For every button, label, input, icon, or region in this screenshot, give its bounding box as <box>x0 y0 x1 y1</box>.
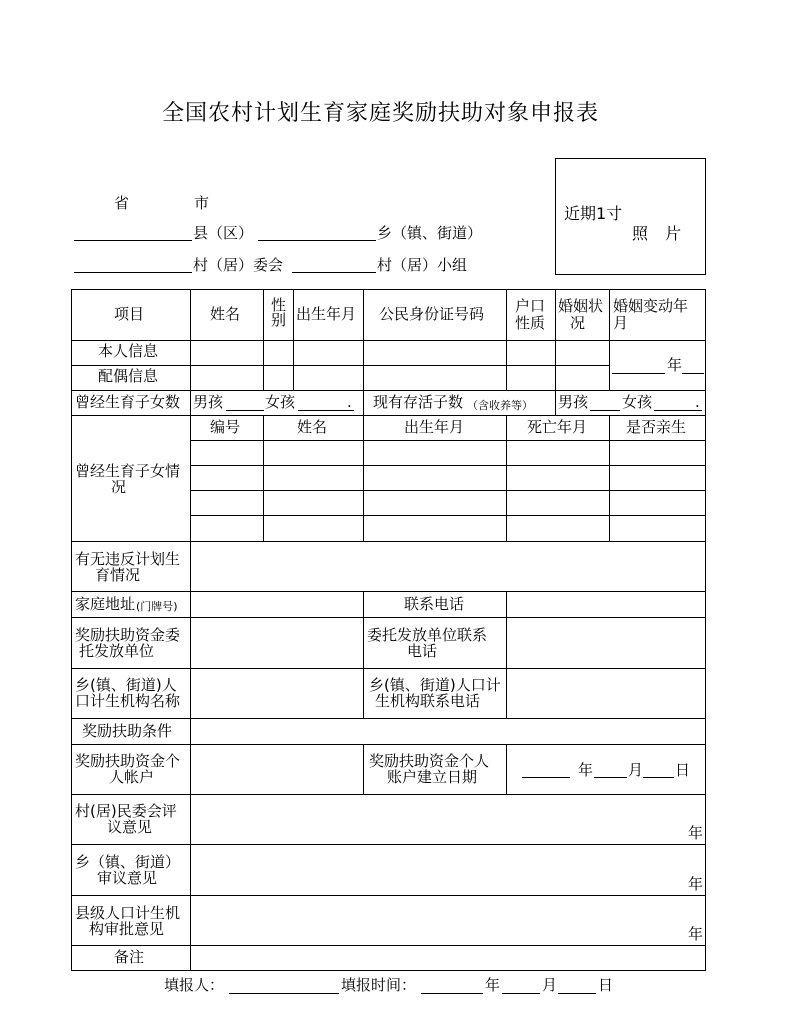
header-item: 项目 <box>114 305 145 323</box>
account-date-day: 日 <box>675 761 691 779</box>
births-boys: 男孩 <box>193 393 224 411</box>
children-col-no: 编号 <box>210 418 241 436</box>
account-date-year: 年 <box>578 761 594 779</box>
living-boys: 男孩 <box>558 393 589 411</box>
town-opinion-year: 年 <box>688 875 704 893</box>
fill-month-label: 月 <box>542 976 558 994</box>
fill-time-label: 填报时间： <box>341 976 417 994</box>
header-hukou: 户口性质 <box>515 297 546 332</box>
children-col-birth: 出生年月 <box>404 418 465 436</box>
header-marital-change: 婚姻变动年月 <box>613 297 689 332</box>
marital-change-year: 年 <box>667 356 683 374</box>
village-opinion-label: 村(居)民委会评议意见 <box>75 802 177 836</box>
county-opinion-label: 县级人口计生机构审批意见 <box>75 904 181 938</box>
conditions-label: 奖励扶助条件 <box>82 722 173 740</box>
fund-unit-label: 奖励扶助资金委托发放单位 <box>75 626 181 660</box>
spouse-info-label: 配偶信息 <box>98 367 159 385</box>
town-org-phone-label: 乡(镇、街道)人口计生机构联系电话 <box>369 676 501 710</box>
house-number-note: (门牌号) <box>136 600 178 613</box>
living-children-label: 现有存活子数 <box>373 393 464 411</box>
header-id: 公民身份证号码 <box>379 305 485 323</box>
fill-month-field[interactable] <box>502 993 540 994</box>
living-girls: 女孩 <box>622 393 653 411</box>
county-label: 县（区） <box>193 224 254 242</box>
births-label: 曾经生育子女数 <box>75 393 181 411</box>
fill-year-label: 年 <box>485 976 501 994</box>
photo-label-size: 近期1寸 <box>564 204 623 223</box>
photo-label-photo: 照 片 <box>632 224 688 243</box>
births-dot: . <box>347 393 352 411</box>
fill-day-label: 日 <box>598 976 614 994</box>
account-date-label: 奖励扶助资金个人账户建立日期 <box>369 752 490 786</box>
violation-label: 有无违反计划生育情况 <box>75 550 181 584</box>
header-birth: 出生年月 <box>296 305 357 323</box>
contact-phone-label: 联系电话 <box>404 595 465 613</box>
home-address-label: 家庭地址 <box>75 595 136 613</box>
filler-field[interactable] <box>229 993 339 994</box>
fill-year-field[interactable] <box>421 993 483 994</box>
province-label: 省 <box>114 194 130 212</box>
city-label: 市 <box>194 194 210 212</box>
births-girls: 女孩 <box>265 393 296 411</box>
group-label: 村（居）小组 <box>377 256 468 274</box>
children-col-death: 死亡年月 <box>527 418 588 436</box>
header-sex: 性别 <box>271 296 287 329</box>
township-label: 乡（镇、街道） <box>377 224 483 242</box>
children-col-biological: 是否亲生 <box>626 418 687 436</box>
living-children-note: （含收养等） <box>467 399 533 412</box>
village-opinion-year: 年 <box>688 824 704 842</box>
fund-unit-phone-label: 委托发放单位联系电话 <box>367 626 488 660</box>
account-date-month: 月 <box>628 761 644 779</box>
living-dot: . <box>695 393 700 411</box>
page-title: 全国农村计划生育家庭奖励扶助对象申报表 <box>162 101 600 126</box>
remark-label: 备注 <box>114 948 145 966</box>
fill-day-field[interactable] <box>558 993 596 994</box>
town-opinion-label: 乡（镇、街道）审议意见 <box>75 853 181 887</box>
county-opinion-year: 年 <box>688 925 704 943</box>
village-label: 村（居）委会 <box>193 256 284 274</box>
children-section-label: 曾经生育子女情况 <box>75 462 181 496</box>
town-org-label: 乡(镇、街道)人口计生机构名称 <box>75 676 181 710</box>
self-info-label: 本人信息 <box>98 342 159 360</box>
account-label: 奖励扶助资金个人帐户 <box>75 752 181 786</box>
header-name: 姓名 <box>210 305 241 323</box>
filler-label: 填报人： <box>164 976 225 994</box>
children-col-name: 姓名 <box>297 418 328 436</box>
header-marital: 婚姻状况 <box>558 297 604 332</box>
